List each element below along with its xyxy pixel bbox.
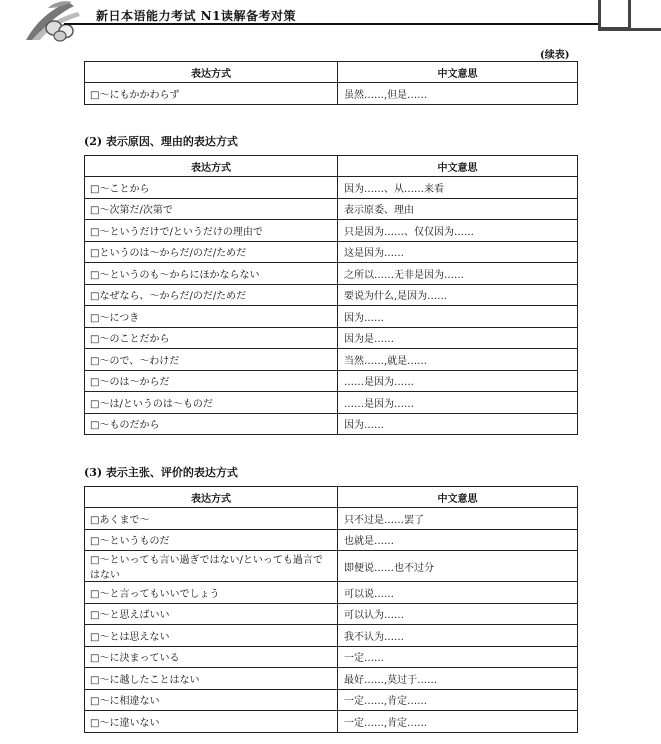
table-header-row [85, 156, 578, 177]
table-row [85, 83, 578, 105]
expression-cell: □～に越したことはない [85, 668, 338, 690]
table-body [85, 83, 578, 105]
table-row [85, 327, 578, 349]
meaning-cell: ……是因为…… [338, 392, 578, 414]
expression-cell: □～といっても言い過ぎではない/といっても過言ではない [85, 551, 338, 582]
cause-reason-table [84, 155, 578, 435]
assertion-evaluation-table [84, 486, 578, 733]
meaning-cell: 一定…… [338, 646, 578, 668]
table-row [85, 284, 578, 306]
meaning-cell: 也就是…… [338, 529, 578, 551]
table-header-row [85, 62, 578, 83]
expression-cell: □～は/というのは～ものだ [85, 392, 338, 414]
expression-cell: □～ことから [85, 177, 338, 199]
expression-cell: □～とは思えない [85, 625, 338, 647]
expression-cell: □なぜなら、～からだ/のだ/ためだ [85, 284, 338, 306]
meaning-cell: 虽然……,但是…… [338, 83, 578, 105]
column-header-meaning: 中文意思 [338, 62, 578, 83]
expression-cell: □～にもかかわらず [85, 83, 338, 105]
table-row [85, 711, 578, 733]
continued-table [84, 61, 578, 105]
meaning-cell: 因为…… [338, 413, 578, 435]
table-body [85, 177, 578, 435]
table-row [85, 306, 578, 328]
expression-cell: □～というだけで/というだけの理由で [85, 220, 338, 242]
meaning-cell: 之所以……无非是因为…… [338, 263, 578, 285]
meaning-cell: 这是因为…… [338, 241, 578, 263]
meaning-cell: 表示原委、理由 [338, 198, 578, 220]
meaning-cell: 要说为什么,是因为…… [338, 284, 578, 306]
table-body [85, 508, 578, 733]
table-row [85, 603, 578, 625]
column-header-meaning: 中文意思 [338, 487, 578, 508]
meaning-cell: 因为…… [338, 306, 578, 328]
meaning-cell: 我不认为…… [338, 625, 578, 647]
column-header-expression: 表达方式 [85, 487, 338, 508]
corner-frame [598, 0, 631, 30]
expression-cell: □～と思えばいい [85, 603, 338, 625]
section-3-title: (3) 表示主张、评价的表达方式 [84, 466, 238, 479]
meaning-cell: 一定……,肯定…… [338, 711, 578, 733]
meaning-cell: 当然……,就是…… [338, 349, 578, 371]
expression-cell: □～に相違ない [85, 689, 338, 711]
table-row [85, 370, 578, 392]
table-row [85, 689, 578, 711]
table-row [85, 177, 578, 199]
continued-label: (续表) [540, 50, 570, 61]
meaning-cell: 最好……,莫过于…… [338, 668, 578, 690]
meaning-cell: 即便说……也不过分 [338, 551, 578, 582]
meaning-cell: 可以认为…… [338, 603, 578, 625]
expression-cell: □～ものだから [85, 413, 338, 435]
meaning-cell: 只不过是……罢了 [338, 508, 578, 530]
expression-cell: □～というのも～からにほかならない [85, 263, 338, 285]
table-header-row [85, 487, 578, 508]
table-row [85, 668, 578, 690]
expression-cell: □～につき [85, 306, 338, 328]
table-row [85, 551, 578, 582]
table-row [85, 220, 578, 242]
expression-cell: □～というものだ [85, 529, 338, 551]
table-row [85, 646, 578, 668]
meaning-cell: 一定……,肯定…… [338, 689, 578, 711]
table-row [85, 349, 578, 371]
expression-cell: □～のは～からだ [85, 370, 338, 392]
table-row [85, 582, 578, 604]
table-row [85, 392, 578, 414]
expression-cell: □～に違いない [85, 711, 338, 733]
expression-cell: □～のことだから [85, 327, 338, 349]
expression-cell: □というのは～からだ/のだ/ためだ [85, 241, 338, 263]
column-header-expression: 表达方式 [85, 62, 338, 83]
table-row [85, 198, 578, 220]
column-header-expression: 表达方式 [85, 156, 338, 177]
meaning-cell: 只是因为……、仅仅因为…… [338, 220, 578, 242]
meaning-cell: 因为……、从……来看 [338, 177, 578, 199]
expression-cell: □～ので、～わけだ [85, 349, 338, 371]
meaning-cell: ……是因为…… [338, 370, 578, 392]
running-title: 新日本语能力考试 N1读解备考对策 [96, 9, 296, 23]
table-row [85, 413, 578, 435]
table-row [85, 241, 578, 263]
meaning-cell: 可以说…… [338, 582, 578, 604]
page-header [0, 0, 661, 40]
column-header-meaning: 中文意思 [338, 156, 578, 177]
expression-cell: □～次第だ/次第で [85, 198, 338, 220]
section-2-title: (2) 表示原因、理由的表达方式 [84, 135, 238, 148]
meaning-cell: 因为是…… [338, 327, 578, 349]
corner-rule [598, 28, 661, 31]
expression-cell: □～と言ってもいいでしょう [85, 582, 338, 604]
table-row [85, 625, 578, 647]
table-row [85, 263, 578, 285]
table-row [85, 529, 578, 551]
table-row [85, 508, 578, 530]
expression-cell: □～に決まっている [85, 646, 338, 668]
expression-cell: □あくまで～ [85, 508, 338, 530]
